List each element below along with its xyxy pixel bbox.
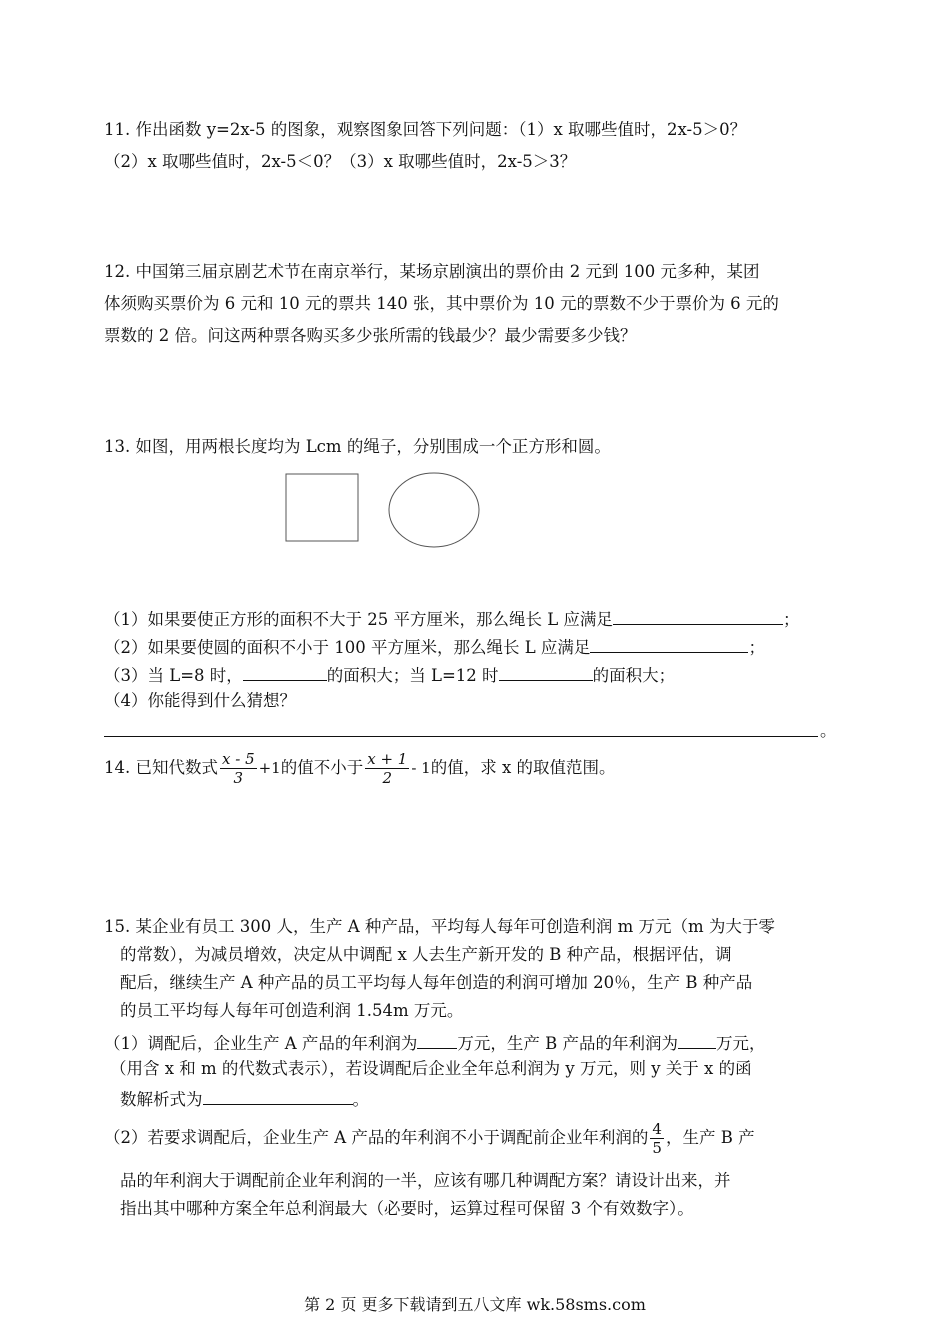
q14-frac1-num: x - 5: [222, 750, 255, 768]
q15-part1-b: 万元，生产 B 产品的年利润为: [457, 1034, 679, 1053]
q15-part2-a: （2）若要求调配后，企业生产 A 产品的年利润不小于调配前企业年利润的: [104, 1128, 649, 1147]
q13-part3-blank2[interactable]: [499, 662, 593, 681]
q15-part1-line3-b: 。: [352, 1090, 369, 1109]
q15-part1-blank1[interactable]: [417, 1030, 457, 1049]
square-shape: [286, 474, 358, 541]
q15-part1-blank3[interactable]: [203, 1086, 353, 1105]
q15-line4: 的员工平均每人每年可创造利润 1.54m 万元。: [120, 1001, 464, 1020]
q13-part3: [104, 662, 675, 687]
q12-line3: 票数的 2 倍。问这两种票各购买多少张所需的钱最少？最少需要多少钱？: [104, 326, 637, 345]
q15-part2-line3: 指出其中哪种方案全年总利润最大（必要时，运算过程可保留 3 个有效数字）。: [120, 1199, 694, 1218]
q15-part1-c: 万元，: [716, 1034, 766, 1053]
page-footer: 第 2 页 更多下载请到五八文库 wk.58sms.com: [304, 1295, 646, 1314]
q13-figure: [280, 468, 490, 558]
q14-op1: +1: [258, 759, 281, 777]
q15-line3: 配后，继续生产 A 种产品的员工平均每人每年创造的利润可增加 20％，生产 B 种产品: [120, 973, 753, 992]
q15-part2-line1: [104, 1116, 755, 1160]
q15-line1: 15. 某企业有员工 300 人，生产 A 种产品，平均每人每年可创造利润 m 万元（m 为大于零: [104, 917, 775, 936]
q14-frac2-den: 2: [365, 768, 409, 787]
q14-line: [104, 746, 616, 790]
q13-part1: [104, 606, 799, 631]
q15-line2: 的常数），为减员增效，决定从中调配 x 人去生产新开发的 B 种产品，根据评估，调: [120, 945, 732, 964]
q13-part2-blank[interactable]: [590, 634, 748, 653]
q12-line2: 体须购买票价为 6 元和 10 元的票共 140 张，其中票价为 10 元的票数不少于票价为 6 元的: [104, 294, 779, 313]
q13-answer-line[interactable]: [104, 736, 818, 737]
q11-line2: （2）x 取哪些值时，2x-5＜0？（3）x 取哪些值时，2x-5＞3？: [104, 152, 577, 171]
q14-fraction-1: [220, 750, 257, 787]
q13-part3-a: （3）当 L=8 时，: [104, 666, 243, 685]
q14-suffix: 的值，求 x 的取值范围。: [430, 758, 616, 777]
q14-op2: - 1: [411, 759, 431, 777]
circle-shape: [389, 473, 479, 547]
q13-part3-blank1[interactable]: [243, 662, 327, 681]
q15-part2-b: ，生产 B 产: [665, 1128, 755, 1147]
q14-frac1-den: 3: [220, 768, 257, 787]
q14-prefix: 14. 已知代数式: [104, 758, 218, 777]
q13-intro: 13. 如图，用两根长度均为 Lcm 的绳子，分别围成一个正方形和圆。: [104, 437, 611, 456]
q14-fraction-2: [365, 750, 409, 787]
q14-frac2-num: x + 1: [367, 750, 408, 768]
q15-frac-den: 5: [652, 1139, 662, 1157]
q15-part2-line2: 品的年利润大于调配前企业年利润的一半，应该有哪几种调配方案？请设计出来，并: [120, 1171, 731, 1190]
q13-part4-end: 。: [820, 721, 837, 740]
q15-part1-a: （1）调配后，企业生产 A 产品的年利润为: [104, 1034, 418, 1053]
q15-part1-line1: [104, 1030, 766, 1055]
q13-part2: [104, 634, 765, 659]
q11-line1: 11. 作出函数 y=2x-5 的图象，观察图象回答下列问题：（1）x 取哪些值时，2x-5＞0？: [104, 120, 747, 139]
q13-part4: （4）你能得到什么猜想？: [104, 691, 296, 710]
q13-part1-text: （1）如果要使正方形的面积不大于 25 平方厘米，那么绳长 L 应满足: [104, 610, 613, 629]
q13-part1-blank[interactable]: [613, 606, 783, 625]
q13-part3-b: 的面积大；当 L=12 时: [326, 666, 499, 685]
q13-part2-end: ；: [748, 638, 765, 657]
q15-frac-num: 4: [652, 1120, 662, 1138]
q15-part1-line3-a: 数解析式为: [120, 1090, 203, 1109]
q12-line1: 12. 中国第三届京剧艺术节在南京举行，某场京剧演出的票价由 2 元到 100 元多种，某团: [104, 262, 760, 281]
q15-part1-line3: [120, 1086, 369, 1111]
q15-part1-blank2[interactable]: [678, 1030, 716, 1049]
q13-part2-text: （2）如果要使圆的面积不小于 100 平方厘米，那么绳长 L 应满足: [104, 638, 591, 657]
q14-middle: 的值不小于: [280, 758, 364, 777]
q13-part1-end: ；: [782, 610, 800, 629]
q15-part2-fraction: [650, 1120, 664, 1157]
q15-part1-line2: （用含 x 和 m 的代数式表示），若设调配后企业全年总利润为 y 万元，则 y 关于 x 的函: [110, 1059, 752, 1078]
q13-part3-c: 的面积大；: [592, 666, 676, 685]
